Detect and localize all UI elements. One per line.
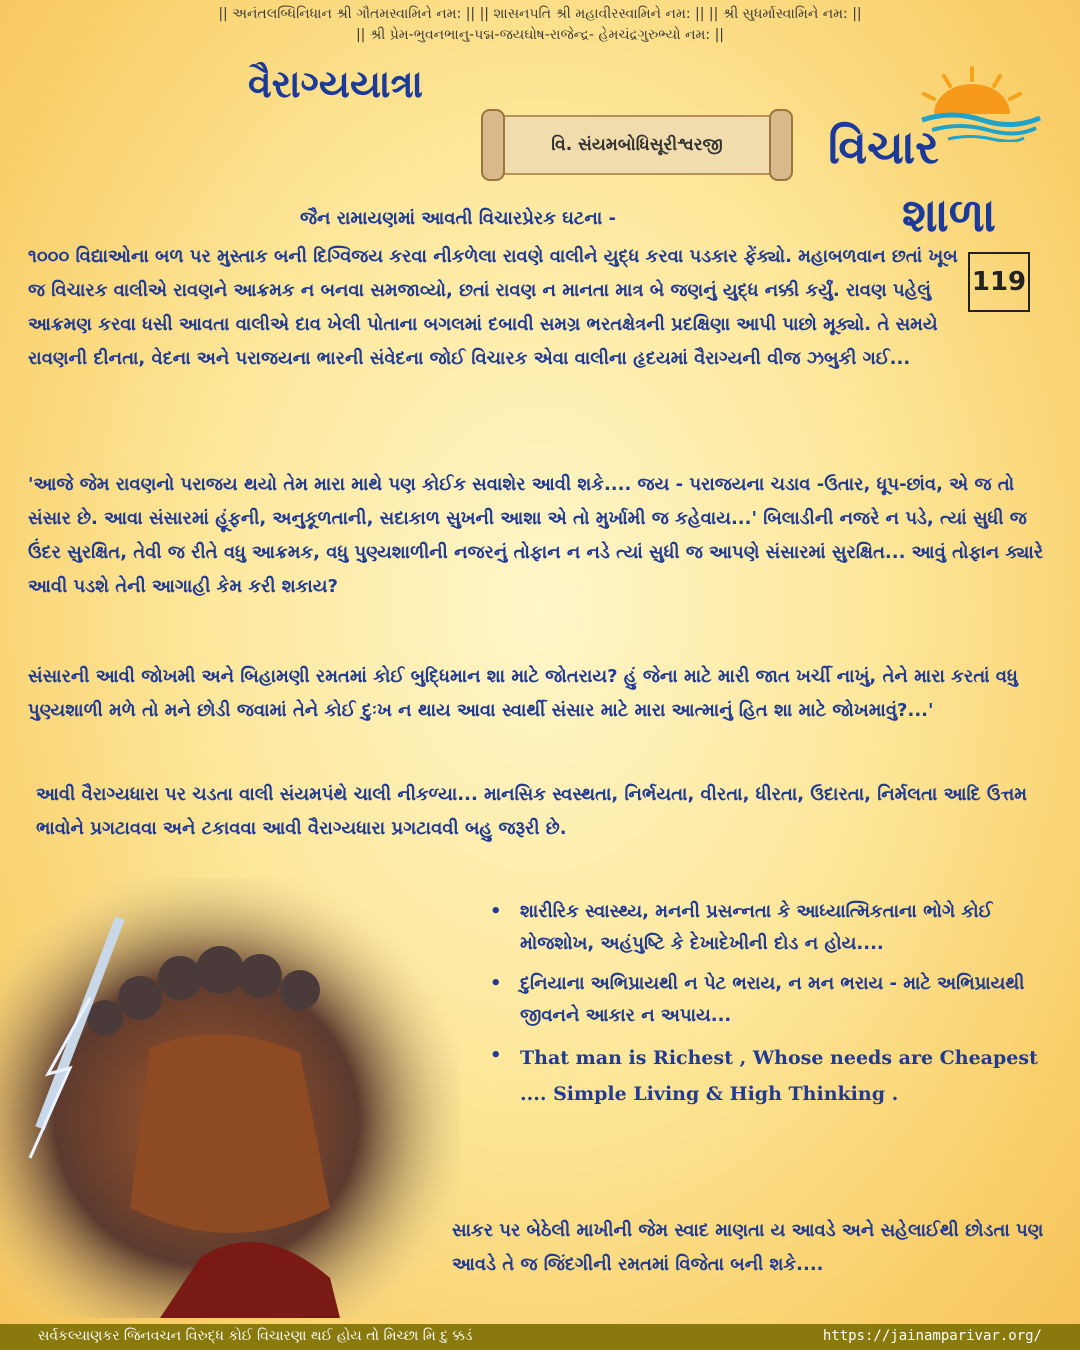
list-item xyxy=(490,968,1050,1032)
mantra-line-2: || શ્રી પ્રેમ-ભુવનભાનુ-પદ્મ-જયઘોષ-રાજેન્દ્ર- હેમચંદ્રગુરુભ્યો નમ: || xyxy=(355,27,725,43)
ravana-illustration-icon xyxy=(0,878,460,1318)
closing-paragraph: સાકર પર બેઠેલી માખીની જેમ સ્વાદ માણતા ય આવડે અને સહેલાઈથી છોડતા પણ આવડે તે જ જિંદગીની રમતમાં વિજેતા બની શકે.... xyxy=(452,1220,1044,1275)
list-item xyxy=(490,1040,1050,1112)
section-subheading: જૈન રામાયણમાં આવતી વિચારપ્રેરક ઘટના - xyxy=(300,208,616,229)
bullet-icon: • xyxy=(490,973,502,994)
brand-line-2: શાળા xyxy=(902,188,996,242)
paragraph-1: ૧૦૦૦ વિદ્યાઓના બળ પર મુસ્તાક બની દિગ્વિજય કરવા નીકળેલા રાવણે વાલીને યુદ્ધ કરવા પડકાર ફેંક્યો. મહાબળવાન છતાં ખૂબ જ વિચારક વાલીએ રાવણને આક્રમક ન બનવા સમજાવ્યો, છતાં રાવણ ન માનતા માત્ર બે જણનું યુદ્ધ નક્કી કર્યું. રાવણ પહેલું આક્રમણ કરવા ધસી આવતા વાલીએ દાવ ખેલી પોતાના બગલમાં દબાવી સમગ્ર ભરતક્ષેત્રની પ્રદક્ષિણા આપી પાછો મૂક્યો. તે સમયે રાવણની દીનતા, વેદના અને પરાજયના ભારની સંવેદના જોઈ વિચારક એવા વાલીના હૃદયમાં વૈરાગ્યની વીજ ઝબુકી ગઈ... xyxy=(28,246,958,369)
bullet-list xyxy=(490,896,1050,1120)
bullet-text: દુનિયાના અભિપ્રાયથી ન પેટ ભરાય, ન મન ભરાય - માટે અભિપ્રાયથી જીવનને આકાર ન અપાય... xyxy=(520,973,1025,1026)
brand-line-1: વિચાર xyxy=(828,120,939,174)
page-title: વૈરાગ્યયાત્રા xyxy=(248,62,424,106)
author-name: વિ. સંયમબોધિસૂરીશ્વરજી xyxy=(551,135,723,155)
bullet-text: That man is Richest , Whose needs are Cheapest .... Simple Living & High Thinking . xyxy=(520,1047,1038,1105)
list-item xyxy=(490,896,1050,960)
bullet-text: શારીરિક સ્વાસ્થ્ય, મનની પ્રસન્નતા કે આધ્યાત્મિકતાના ભોગે કોઈ મોજશોખ, અહંપુષ્ટિ કે દેખાદેખીની દોડ ન હોય.... xyxy=(520,901,993,954)
paragraph-2: 'આજે જેમ રાવણનો પરાજય થયો તેમ મારા માથે પણ કોઈક સવાશેર આવી શકે.... જય - પરાજયના ચડાવ -ઉતાર, ધૂપ-છાંવ, એ જ તો સંસાર છે. આવા સંસારમાં હૂંફની, અનુકૂળતાની, સદાકાળ સુખની આશા એ તો મુર્ખામી જ કહેવાય...' બિલાડીની નજરે ન પડે, ત્યાં સુધી જ ઉંદર સુરક્ષિત, તેવી જ રીતે વધુ આક્રમક, વધુ પુણ્યશાળીની નજરનું તોફાન ન નડે ત્યાં સુધી જ આપણે સંસારમાં સુરક્ષિત... આવું તોફાન ક્યારે આવી પડશે તેની આગાહી કેમ કરી શકાય? xyxy=(28,474,1044,597)
footer-url-link[interactable]: https://jainamparivar.org/ xyxy=(822,1328,1042,1344)
mantra-line-1: || અનંતલબ્ધિનિધાન શ્રી ગૌતમસ્વામિને નમ: || || શાસનપતિ શ્રી મહાવીરસ્વામિને નમ: || || શ્રી સુધર્માસ્વામિને નમ: || xyxy=(218,6,862,22)
bullet-icon: • xyxy=(490,1045,502,1066)
footer-bar xyxy=(0,1324,1080,1350)
footer-note: સર્વકલ્યાણકર જિનવચન વિરુદ્ધ કોઈ વિચારણા થઈ હોય તો મિચ્છા મિ દુ ક્કડં xyxy=(38,1328,473,1344)
paragraph-4: આવી વૈરાગ્યધારા પર ચડતા વાલી સંયમપંથે ચાલી નીકળ્યા... માનસિક સ્વસ્થતા, નિર્ભયતા, વીરતા, ધીરતા, ઉદારતા, નિર્મલતા આદિ ઉત્તમ ભાવોને પ્રગટાવવા અને ટકાવવા આવી વૈરાગ્યધારા પ્રગટાવવી બહુ જરૂરી છે. xyxy=(36,784,1027,839)
bullet-icon: • xyxy=(490,901,502,922)
issue-number-badge: 119 xyxy=(968,252,1030,312)
paragraph-3: સંસારની આવી જોખમી અને બિહામણી રમતમાં કોઈ બુદ્ધિમાન શા માટે જોતરાય? હું જેના માટે મારી જાત ખર્ચી નાખું, તેને મારા કરતાં વધુ પુણ્યશાળી મળે તો મને છોડી જવામાં તેને કોઈ દુઃખ ન થાય આવા સ્વાર્થી સંસાર માટે મારા આત્માનું હિત શા માટે જોખમાવું?...' xyxy=(28,666,1018,721)
